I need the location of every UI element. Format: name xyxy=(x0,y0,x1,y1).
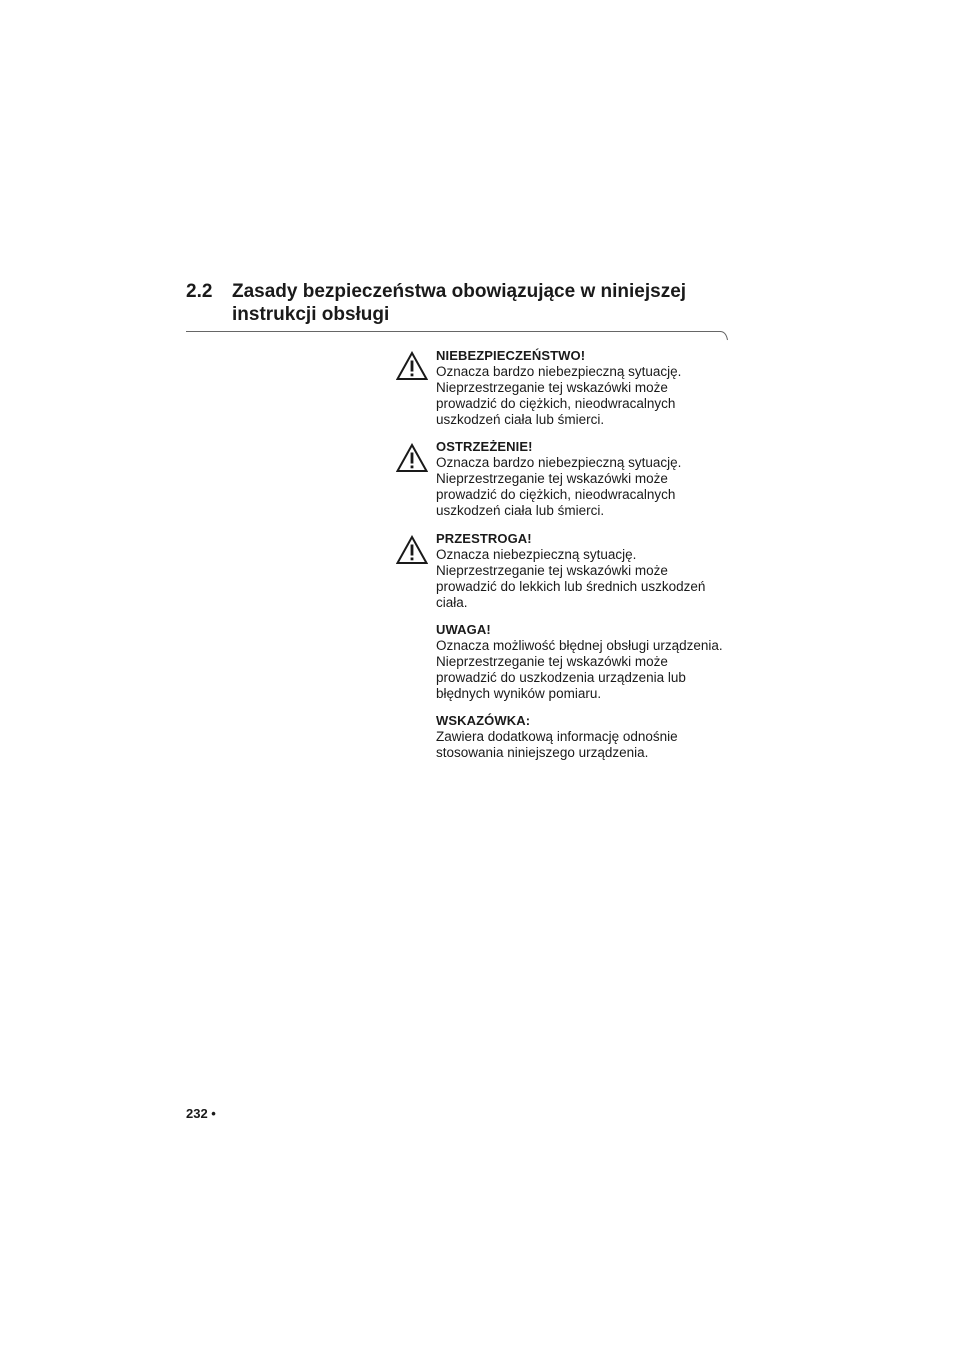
rule-corner xyxy=(720,331,728,341)
notice-text: Oznacza bardzo niebezpieczną sytuację. Nieprzestrzeganie tej wskazówki może prowadzić do ciężkich, nieodwracalnych uszkodzeń ciała lub śmierci. xyxy=(436,364,682,427)
warning-triangle-icon xyxy=(396,351,428,381)
notice-caution xyxy=(436,531,736,611)
notice-hint xyxy=(436,713,736,761)
notice-title: WSKAZÓWKA: xyxy=(436,713,531,728)
notice-title: NIEBEZPIECZEŃSTWO! xyxy=(436,348,586,363)
section-title: Zasady bezpieczeństwa obowiązujące w niniejszej instrukcji obsługi xyxy=(232,281,687,325)
warning-triangle-icon xyxy=(396,535,428,565)
notice-attention xyxy=(436,622,736,702)
notice-text: Oznacza możliwość błędnej obsługi urządzenia. Nieprzestrzeganie tej wskazówki może prowadzić do uszkodzenia urządzenia lub błędnych wyników pomiaru. xyxy=(436,638,723,701)
notice-title: PRZESTROGA! xyxy=(436,531,532,546)
heading-rule xyxy=(186,331,721,332)
notice-text: Oznacza niebezpieczną sytuację. Nieprzestrzeganie tej wskazówki może prowadzić do lekkich lub średnich uszkodzeń ciała. xyxy=(436,547,706,610)
notice-text: Zawiera dodatkową informację odnośnie stosowania niniejszego urządzenia. xyxy=(436,729,678,760)
notice-danger xyxy=(436,348,736,428)
page-number: 232 • xyxy=(186,1106,216,1121)
notice-warning xyxy=(436,439,736,519)
notice-title: UWAGA! xyxy=(436,622,491,637)
section-number: 2.2 xyxy=(186,281,213,302)
notice-title: OSTRZEŻENIE! xyxy=(436,439,533,454)
warning-triangle-icon xyxy=(396,443,428,473)
notice-text: Oznacza bardzo niebezpieczną sytuację. Nieprzestrzeganie tej wskazówki może prowadzić do ciężkich, nieodwracalnych uszkodzeń ciała lub śmierci. xyxy=(436,455,682,518)
